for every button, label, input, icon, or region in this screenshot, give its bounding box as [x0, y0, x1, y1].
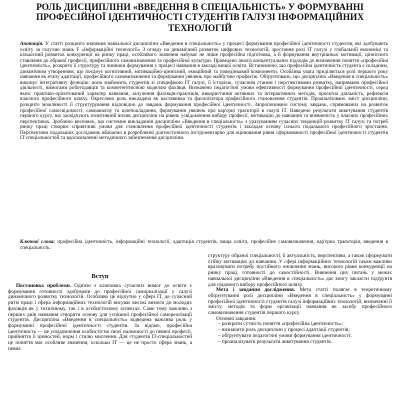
- intro-text: Однією з ключових сучасних вимог до освіти є формування готовності здобувачів до професійної самореалізації у галузі динамічного розвитку технологій. Особливо це відчутно у сфері IT, де сучасний ритм праці і сфера інформаційних технологій висуває високі вимоги до молодих фахівців як у технічному, так і в особистісному аспектах. Саме тому важливо з перших днів навчання створити основу для успішної професійної самореалізації студентів. Дисципліна «Введення в спеціальність» відведена важлива роль у формуванні професійної ідентичності студентів. За відомо, професійна ідентичність — це усвідомлення особистістю своєї належності до певної професії, прийняття її цінностей, норм і стилю мислення. Для студентів IT-спеціальностей це поняття має особливе значення, оскільки IT — це не просто сфера знань, а певна: [8, 283, 192, 352]
- keywords-label: Ключові слова:: [20, 239, 55, 245]
- abstract: [20, 42, 388, 142]
- intro-heading: Вступ: [91, 273, 109, 280]
- abstract-label: Анотація.: [20, 41, 44, 47]
- left-column: [8, 272, 192, 352]
- goal-lead: Мета і завдання дослідження.: [216, 287, 296, 294]
- keywords-text: професійна ідентичність, інформаційні технології, адаптація студентів, вища освіта, професійне самовизначення, кар'єрна траєкторія, введення в спеціальність.: [20, 239, 388, 251]
- list-item: – розкрити сутність поняття «професійна ідентичність»;: [218, 321, 343, 328]
- goal-text: Мета статті полягає в теоретичному обґрунтуванні ролі дисципліни «Введення в спеціальність» у формуванні професійної ідентичності студентів галузі інформаційних технологій, визначенні її змісту, методів та форм організації навчання як засобу професійного самовизначення студентів першого курсу.: [208, 287, 393, 317]
- right-text: структуру обраної спеціальності, її актуальність, перспективи, а також сформувати стійку мотивацію до навчання. У сфері інформаційних технологій також важливо враховувати потребу постійного оновлення знань, високого рівня конкуренції на ринку праці, готовності до самостійності. Вивчення цих питань у межах навчальної дисципліни «Введення в спеціальність» дає змогу закласти підґрунтя для свідомого вибору професійного шляху.: [208, 253, 392, 288]
- intro-lead: Постановка проблеми.: [16, 283, 72, 289]
- tasks-intro: Основні завдання:: [216, 315, 257, 322]
- right-paragraph: [208, 254, 392, 288]
- article-title: РОЛЬ ДИСЦИПЛІНИ «ВВЕДЕННЯ В СПЕЦІАЛЬНІСТЬ» У ФОРМУВАННІ ПРОФЕСІЙНОЇ ІДЕНТИЧНОСТІ СТУДЕНТІВ ГАЛУЗІ ІНФОРМАЦІЙНИХ ТЕХНОЛОГІЙ: [36, 2, 364, 33]
- right-column: [208, 254, 392, 345]
- list-item: – обґрунтувати педагогічні умови формування ідентичності;: [218, 332, 352, 339]
- list-item: – проаналізувати результати анкетування студентів.: [218, 338, 333, 345]
- keywords: [20, 240, 388, 251]
- list-item: – визначити роль дисципліни у процесі адаптації студентів;: [218, 327, 350, 334]
- tasks-list: [208, 322, 392, 345]
- goal-paragraph: [208, 288, 392, 317]
- abstract-text: У статті розкрито значення навчальної дисципліни «Введення в спеціальність» у процесі формування професійної ідентичності студентів, які здобувають освіту за галуззю знань F «Інформаційні технології» З огляду на динамічний розвиток цифрових технологій, зростання ролі IT галузі у глобальній економіці та кількісний розвиток конкуренції на ринку праці, особливого значення набуває не лише професійна підготовка, а й формування внутрішньої мотивації, ціннісного ставлення до обраної професії, професійного самовизначення та професійної культури. Проведено аналіз концептуальних підходів до визначення поняття «професійна ідентичність», розкрито її структуру та чинники формування у процесі навчання в закладі вищої освіти. Встановлено, що професійна ідентичність студента є складним, динамічним утворенням, що поєднує когнітивний, мотиваційно-ціннісний, емоційний та поведінковий компоненти. Особлива увага приділяється ролі першого року навчання як етапу адаптації, професійного самовизначення та формування уявлень про майбутню професію. Обґрунтовано, що дисципліна «Введення в спеціальність» виконує інтегративну функцію: вона знайомить студентів зі специфікою IT галузі, її історією, сучасним станом і перспективами розвитку, напрямами професійної діяльності, вимогами роботодавців та компетентнісною моделлю фахівця. Визначено педагогічні умови ефективності формування професійної ідентичності, серед яких: практико-орієнтований характер навчання, залучення фахівців-практиків, використання активних та інтерактивних методів, проєктна діяльність, рефлексія власного професійного шляху. Окреслено роль викладача як наставника та фасилітатора професійного становлення студентів. Проаналізовано зміст дисципліни, розкрито можливості її структурування відповідно до завдань формування професійної ідентичності. Запропоновано систему завдань, спрямованих на розвиток професійної самосвідомості, самоаналізу та цілепокладання, формування уявлень про кар'єрні траєкторії в галузі IT. Наведено результати анкетування студентів першого курсу, що засвідчують позитивний вплив дисципліни на рівень усвідомлення вибору професії, мотивацію до навчання та впевненість у власних професійних перспективах. Зроблено висновок, що системне викладання дисципліни «Введення в спеціальність» з урахуванням сучасних тенденцій розвитку IT галузі та потреб ринку праці створює сприятливі умови для становлення професійної ідентичності студентів і закладає основу їхнього подальшого професійного зростання. Перспективи подальших досліджень вбачаємо в розробленні діагностичного інструментарію для оцінювання рівня сформованості професійної ідентичності студентів IT спеціальностей та вдосконаленні методичного забезпечення дисципліни.: [20, 41, 388, 142]
- intro-paragraph: [8, 284, 192, 352]
